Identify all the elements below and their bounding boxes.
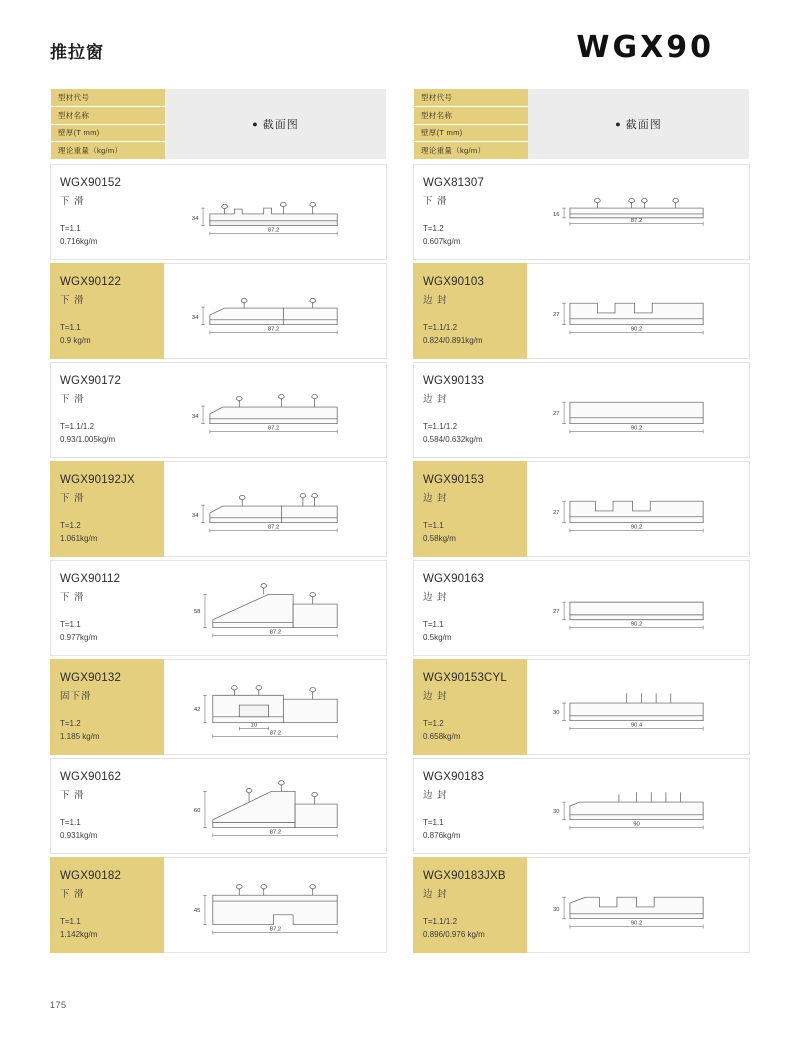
profile-specs	[60, 817, 97, 842]
legend-right-column	[413, 88, 750, 160]
profile-specs	[423, 619, 451, 644]
dimension-height: 42	[193, 706, 201, 713]
legend-label-name: 型材名称	[414, 107, 528, 125]
section-drawing	[164, 858, 386, 952]
dimension-height: 16	[552, 211, 560, 218]
legend-figure-label: 截面图	[262, 119, 299, 131]
row-figure	[527, 164, 750, 260]
section-drawing	[164, 264, 386, 358]
dimension-width: 87.2	[269, 829, 282, 836]
dimension-width: 87.2	[267, 524, 280, 531]
legend-labels	[51, 89, 165, 159]
row-figure	[527, 362, 750, 458]
profile-weight: 1.061kg/m	[60, 533, 98, 543]
profile-code: WGX90133	[423, 375, 485, 387]
profile-specs	[423, 520, 456, 545]
row-figure	[527, 263, 750, 359]
page-title-en: WGX90	[576, 30, 714, 65]
legend-label-code: 型材代号	[414, 89, 528, 107]
dimension-height: 30	[552, 906, 560, 913]
section-drawing	[164, 660, 386, 754]
dimension-height: 27	[552, 410, 560, 417]
profile-specs	[60, 421, 115, 446]
dimension-width: 87.2	[267, 326, 280, 333]
profile-code: WGX90172	[60, 375, 122, 387]
dimension-width: 87.2	[267, 425, 280, 432]
table-row	[413, 461, 750, 557]
profile-thickness: T=1.1/1.2	[423, 917, 458, 927]
table-row	[413, 263, 750, 359]
profile-specs	[423, 916, 485, 941]
profile-name: 边 封	[423, 691, 448, 703]
profile-weight: 0.896/0.976 kg/m	[423, 929, 485, 939]
dimension-height: 27	[552, 311, 560, 318]
section-drawing	[164, 561, 386, 655]
profile-code: WGX90153CYL	[423, 672, 508, 684]
dimension-width: 87.2	[267, 227, 280, 234]
row-info	[413, 461, 527, 557]
profile-weight: 0.824/0.891kg/m	[423, 335, 483, 345]
row-info	[413, 560, 527, 656]
row-info	[413, 857, 527, 953]
profile-thickness: T=1.2	[423, 719, 444, 729]
profile-specs	[60, 718, 100, 743]
profile-specs	[423, 817, 460, 842]
dimension-height: 30	[552, 709, 560, 716]
profile-weight: 1.185 kg/m	[60, 731, 100, 741]
dimension-width: 87.2	[269, 730, 282, 737]
profile-name: 下 滑	[60, 394, 85, 406]
profile-weight: 0.658kg/m	[423, 731, 461, 741]
row-figure	[527, 857, 750, 953]
legend-figure-header	[165, 89, 386, 159]
profile-name: 固下滑	[60, 691, 92, 703]
profile-thickness: T=1.1	[423, 521, 444, 531]
profile-name: 下 滑	[60, 790, 85, 802]
right-column	[413, 88, 750, 956]
row-info	[50, 659, 164, 755]
dimension-width: 90.2	[630, 524, 643, 531]
profile-weight: 0.876kg/m	[423, 830, 461, 840]
profile-name: 边 封	[423, 493, 448, 505]
page-title-cn: 推拉窗	[50, 43, 104, 62]
dimension-height: 45	[193, 907, 201, 914]
profile-name: 边 封	[423, 394, 448, 406]
row-figure	[164, 857, 387, 953]
profile-code: WGX90103	[423, 276, 485, 288]
profile-specs	[423, 322, 483, 347]
legend-label-weight: 理论重量（kg/m）	[58, 146, 123, 156]
table-row	[413, 164, 750, 260]
profile-name: 下 滑	[60, 493, 85, 505]
dimension-height: 60	[193, 807, 201, 814]
row-figure	[527, 758, 750, 854]
legend-figure-label: 截面图	[625, 119, 662, 131]
profile-specs	[60, 223, 97, 248]
dimension-extra: 10	[250, 722, 258, 729]
profile-code: WGX90152	[60, 177, 122, 189]
row-figure	[164, 560, 387, 656]
row-info	[50, 461, 164, 557]
dimension-width: 90.4	[630, 722, 643, 729]
profile-weight: 0.607kg/m	[423, 236, 461, 246]
table-row	[50, 758, 387, 854]
profile-code: WGX90153	[423, 474, 485, 486]
bullet-icon: ●	[615, 118, 622, 129]
section-drawing	[164, 462, 386, 556]
table-row	[50, 659, 387, 755]
profile-specs	[423, 223, 460, 248]
dimension-height: 27	[552, 608, 560, 615]
dimension-width: 90.2	[630, 621, 643, 628]
profile-name: 下 滑	[60, 196, 85, 208]
table-row	[50, 164, 387, 260]
row-figure	[527, 560, 750, 656]
profile-name: 边 封	[423, 295, 448, 307]
profile-name: 下 滑	[60, 295, 85, 307]
profile-thickness: T=1.1	[60, 620, 81, 630]
profile-code: WGX90162	[60, 771, 122, 783]
profile-columns	[50, 88, 750, 956]
table-row	[413, 560, 750, 656]
profile-code: WGX90192JX	[60, 474, 135, 486]
table-row	[50, 263, 387, 359]
profile-specs	[60, 916, 97, 941]
row-info	[50, 263, 164, 359]
profile-weight: 0.9 kg/m	[60, 335, 91, 345]
dimension-width: 87.2	[630, 217, 643, 224]
profile-weight: 0.716kg/m	[60, 236, 98, 246]
profile-weight: 0.584/0.632kg/m	[423, 434, 483, 444]
legend-label-thickness: 壁厚(T mm)	[51, 125, 165, 143]
profile-thickness: T=1.1	[423, 620, 444, 630]
dimension-height: 34	[191, 215, 199, 222]
section-drawing	[527, 462, 749, 556]
legend-label-thickness: 壁厚(T mm)	[414, 125, 528, 143]
legend-labels	[414, 89, 528, 159]
row-figure	[164, 659, 387, 755]
section-drawing	[527, 660, 749, 754]
profile-name: 下 滑	[423, 196, 448, 208]
profile-code: WGX90182	[60, 870, 122, 882]
left-rows	[50, 164, 387, 953]
dimension-height: 30	[552, 808, 560, 815]
profile-code: WGX90183	[423, 771, 485, 783]
profile-code: WGX90163	[423, 573, 485, 585]
row-figure	[164, 461, 387, 557]
dimension-height: 34	[191, 314, 199, 321]
right-rows	[413, 164, 750, 953]
page-header	[50, 30, 750, 70]
dimension-width: 87.2	[269, 926, 282, 933]
row-info	[50, 362, 164, 458]
profile-weight: 0.93/1.005kg/m	[60, 434, 116, 444]
profile-weight: 0.931kg/m	[60, 830, 98, 840]
row-info	[413, 659, 527, 755]
section-drawing	[527, 363, 749, 457]
profile-code: WGX90183JXB	[423, 870, 506, 882]
profile-thickness: T=1.1	[60, 323, 81, 333]
left-column	[50, 88, 387, 956]
profile-weight: 0.5kg/m	[423, 632, 452, 642]
bullet-icon: ●	[252, 118, 259, 129]
section-drawing	[164, 165, 386, 259]
dimension-height: 34	[191, 512, 199, 519]
profile-weight: 0.977kg/m	[60, 632, 98, 642]
section-drawing	[164, 363, 386, 457]
profile-thickness: T=1.1	[423, 818, 444, 828]
profile-name: 下 滑	[60, 592, 85, 604]
row-info	[413, 263, 527, 359]
profile-thickness: T=1.1	[60, 818, 81, 828]
page-number: 175	[50, 1000, 67, 1010]
profile-name: 边 封	[423, 889, 448, 901]
dimension-width: 87.2	[269, 629, 282, 636]
row-figure	[164, 263, 387, 359]
section-drawing	[527, 561, 749, 655]
profile-weight: 1.142kg/m	[60, 929, 98, 939]
table-row	[50, 857, 387, 953]
profile-thickness: T=1.1	[60, 917, 81, 927]
dimension-width: 90.2	[630, 425, 643, 432]
profile-code: WGX90112	[60, 573, 121, 585]
profile-specs	[423, 718, 460, 743]
legend-label-weight: 理论重量（kg/m）	[421, 146, 486, 156]
row-info	[50, 758, 164, 854]
dimension-height: 58	[193, 608, 201, 615]
table-row	[50, 362, 387, 458]
legend-figure-header	[528, 89, 749, 159]
profile-specs	[60, 322, 91, 347]
section-drawing	[527, 759, 749, 853]
table-row	[50, 461, 387, 557]
row-info	[413, 164, 527, 260]
table-row	[413, 758, 750, 854]
row-figure	[164, 362, 387, 458]
profile-weight: 0.58kg/m	[423, 533, 456, 543]
profile-thickness: T=1.1/1.2	[423, 422, 458, 432]
row-info	[413, 758, 527, 854]
dimension-width: 90.2	[630, 326, 643, 333]
row-figure	[527, 461, 750, 557]
dimension-height: 27	[552, 509, 560, 516]
legend-label-code: 型材代号	[51, 89, 165, 107]
dimension-width: 90.2	[630, 920, 643, 927]
profile-thickness: T=1.2	[60, 719, 81, 729]
row-figure	[164, 164, 387, 260]
section-drawing	[527, 858, 749, 952]
dimension-height: 34	[191, 413, 199, 420]
row-info	[50, 560, 164, 656]
legend-label-name: 型材名称	[51, 107, 165, 125]
row-figure	[527, 659, 750, 755]
row-figure	[164, 758, 387, 854]
table-row	[413, 857, 750, 953]
profile-specs	[60, 520, 97, 545]
profile-thickness: T=1.1/1.2	[60, 422, 95, 432]
profile-specs	[60, 619, 97, 644]
profile-name: 边 封	[423, 592, 448, 604]
table-row	[413, 659, 750, 755]
profile-code: WGX90122	[60, 276, 122, 288]
profile-thickness: T=1.2	[423, 224, 444, 234]
table-row	[50, 560, 387, 656]
profile-specs	[423, 421, 483, 446]
profile-name: 边 封	[423, 790, 448, 802]
profile-thickness: T=1.1/1.2	[423, 323, 458, 333]
profile-thickness: T=1.2	[60, 521, 81, 531]
section-drawing	[527, 264, 749, 358]
profile-code: WGX90132	[60, 672, 122, 684]
table-row	[413, 362, 750, 458]
dimension-width: 90	[633, 821, 640, 828]
row-info	[50, 164, 164, 260]
row-info	[50, 857, 164, 953]
profile-name: 下 滑	[60, 889, 85, 901]
profile-code: WGX81307	[423, 177, 485, 189]
profile-thickness: T=1.1	[60, 224, 81, 234]
row-info	[413, 362, 527, 458]
legend-left-column	[50, 88, 387, 160]
section-drawing	[527, 165, 749, 259]
section-drawing	[164, 759, 386, 853]
